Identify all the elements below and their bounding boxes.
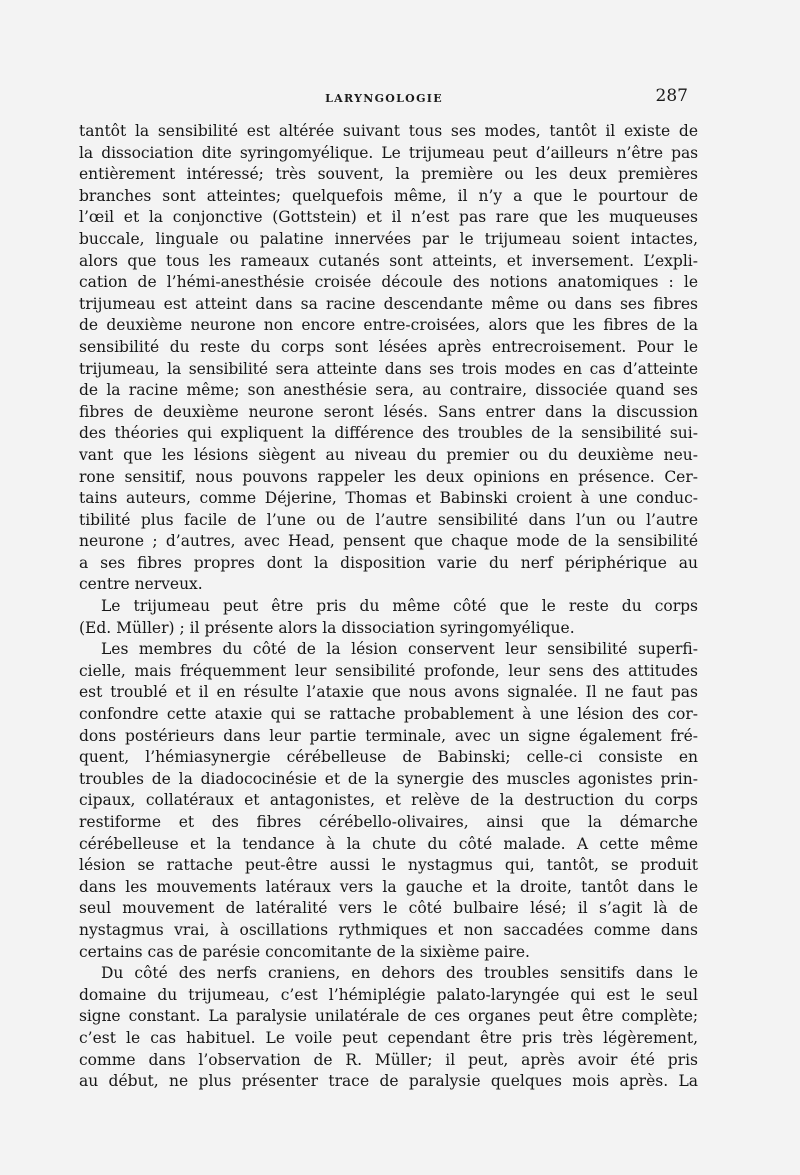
text-line: restiforme et des fibres cérébello-olivaires, ainsi que la démarche [79,813,698,831]
text-line: cipaux, collatéraux et antagonistes, et relève de la destruction du corps [79,791,698,810]
text-line: lésion se rattache peut-être aussi le nystagmus qui, tantôt, se produit [79,856,698,875]
text-line: signe constant. La paralysie unilatérale de ces organes peut être complète; [79,1007,698,1026]
text-line: tains auteurs, comme Déjerine, Thomas et Babinski croient à une conduc- [79,489,698,508]
text-line: confondre cette ataxie qui se rattache probablement à une lésion des cor- [79,705,698,724]
text-line: fibres de deuxième neurone seront lésés. Sans entrer dans la discussion [79,402,698,421]
text-line: alors que tous les rameaux cutanés sont atteints, et inversement. L’expli- [79,251,698,270]
text-line: vant que les lésions siègent au niveau du premier ou du deuxième neu- [79,445,698,464]
paragraph-start-line: Le trijumeau peut être pris du même côté que le reste du corps [101,597,698,616]
text-line: la dissociation dite syringomyélique. Le trijumeau peut d’ailleurs n’être pas [79,143,698,162]
text-line: dons postérieurs dans leur partie terminale, avec un signe également fré- [79,726,698,745]
text-line: quent, l’hémiasynergie cérébelleuse de Babinski; celle-ci consiste en [79,748,698,767]
text-line: seul mouvement de latéralité vers le côté bulbaire lésé; il s’agit là de [79,899,698,918]
text-line: domaine du trijumeau, c’est l’hémiplégie palato-laryngée qui est le seul [79,985,698,1004]
text-line: tantôt la sensibilité est altérée suivant tous ses modes, tantôt il existe de [79,122,698,140]
text-line: entièrement intéressé; très souvent, la première ou les deux premières [79,165,698,184]
text-line: cielle, mais fréquemment leur sensibilité profonde, leur sens des attitudes [79,661,698,680]
text-line: trijumeau est atteint dans sa racine descendante même ou dans ses fibres [79,294,698,313]
paragraph-end-line: centre nerveux. [79,575,203,594]
text-line: au début, ne plus présenter trace de paralysie quelques mois après. La [79,1072,698,1091]
text-line: neurone ; d’autres, avec Head, pensent que chaque mode de la sensibilité [79,532,698,551]
running-title: LARYNGOLOGIE [325,92,443,105]
page-number: 287 [655,86,688,106]
text-line: comme dans l’observation de R. Müller; il peut, après avoir été pris [79,1050,698,1069]
text-line: buccale, linguale ou palatine innervées par le trijumeau soient intactes, [79,229,698,248]
text-line: branches sont atteintes; quelquefois même, il n’y a que le pourtour de [79,186,698,205]
paragraph-start-line: Du côté des nerfs craniens, en dehors des troubles sensitifs dans le [101,964,698,983]
text-line: est troublé et il en résulte l’ataxie que nous avons signalée. Il ne faut pas [79,683,698,702]
text-line: de la racine même; son anesthésie sera, au contraire, dissociée quand ses [79,381,698,400]
text-line: trijumeau, la sensibilité sera atteinte dans ses trois modes en cas d’atteinte [79,359,698,378]
text-line: dans les mouvements latéraux vers la gauche et la droite, tantôt dans le [79,877,698,896]
text-line: rone sensitif, nous pouvons rappeler les deux opinions en présence. Cer- [79,467,698,486]
text-line: cérébelleuse et la tendance à la chute du côté malade. A cette même [79,834,698,853]
text-line: c’est le cas habituel. Le voile peut cependant être pris très légèrement, [79,1028,698,1047]
paragraph-end-line: (Ed. Müller) ; il présente alors la dissociation syringomyélique. [79,618,575,637]
text-line: sensibilité du reste du corps sont lésées après entrecroisement. Pour le [79,337,698,356]
text-line: nystagmus vrai, à oscillations rythmiques et non saccadées comme dans [79,920,698,939]
text-line: tibilité plus facile de l’une ou de l’autre sensibilité dans l’un ou l’autre [79,510,698,529]
text-line: cation de l’hémi-anesthésie croisée découle des notions anatomiques : le [79,273,698,292]
text-line: troubles de la diadococinésie et de la synergie des muscles agonistes prin- [79,769,698,788]
text-line: de deuxième neurone non encore entre-croisées, alors que les fibres de la [79,316,698,335]
paragraph-start-line: Les membres du côté de la lésion conservent leur sensibilité superfi- [101,640,698,659]
paragraph-end-line: certains cas de parésie concomitante de la sixième paire. [79,942,530,961]
page-header [78,86,690,110]
text-line: a ses fibres propres dont la disposition varie du nerf périphérique au [79,553,698,572]
text-line: des théories qui expliquent la différence des troubles de la sensibilité sui- [79,424,698,443]
text-line: l’œil et la conjonctive (Gottstein) et il n’est pas rare que les muqueuses [79,208,698,227]
body-text [79,121,698,1093]
